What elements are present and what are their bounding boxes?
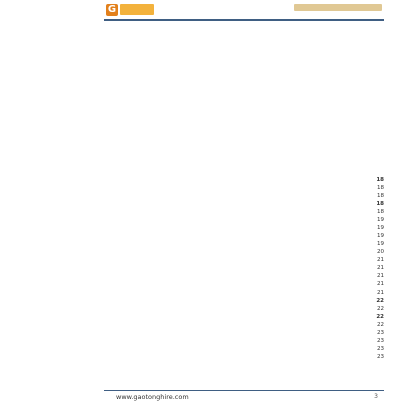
toc-entry[interactable] [114, 232, 384, 240]
toc-entry[interactable] [114, 329, 384, 337]
toc-entry[interactable] [114, 184, 384, 192]
toc-page-number: 22 [376, 297, 384, 304]
toc-entry[interactable] [114, 152, 384, 160]
page-footer [104, 390, 384, 404]
toc-page-number: 23 [377, 353, 384, 360]
toc-page-number: 20 [377, 249, 384, 256]
table-of-contents [114, 31, 384, 361]
toc-entry[interactable] [114, 103, 384, 111]
toc-entry[interactable] [114, 120, 384, 128]
toc-entry[interactable] [114, 79, 384, 87]
toc-entry[interactable] [114, 321, 384, 329]
toc-entry[interactable] [114, 55, 384, 63]
toc-page-number: 18 [376, 201, 384, 207]
footer-url: www.gaotonghire.com [116, 393, 189, 401]
toc-page-number: 22 [377, 305, 384, 312]
toc-page-number: 18 [376, 176, 384, 183]
toc-entry[interactable] [114, 128, 384, 136]
toc-section-heading[interactable] [114, 313, 384, 321]
toc-page-number: 19 [377, 241, 384, 248]
toc-entry[interactable] [114, 353, 384, 361]
toc-entry[interactable] [114, 240, 384, 248]
toc-entry[interactable] [114, 305, 384, 313]
footer-divider [104, 390, 384, 391]
logo [106, 3, 154, 16]
toc-entry[interactable] [114, 208, 384, 216]
toc-page-number: 21 [377, 289, 384, 296]
toc-entry[interactable] [114, 224, 384, 232]
toc-page-number: 21 [377, 257, 384, 264]
toc-entry[interactable] [114, 136, 384, 144]
toc-page-number: 21 [377, 281, 384, 288]
toc-entry[interactable] [114, 289, 384, 297]
page-number: 3 [374, 393, 378, 400]
toc-page-number: 18 [377, 192, 384, 199]
toc-page-number: 22 [377, 321, 384, 328]
toc-entry[interactable] [114, 272, 384, 280]
toc-page-number: 19 [377, 233, 384, 240]
toc-entry[interactable] [114, 345, 384, 353]
toc-entry[interactable] [114, 63, 384, 71]
toc-entry[interactable] [114, 160, 384, 168]
toc-entry[interactable] [114, 216, 384, 224]
toc-entry[interactable] [114, 280, 384, 288]
logo-icon: G [107, 3, 117, 15]
toc-page-number: 23 [377, 337, 384, 344]
toc-entry[interactable] [114, 337, 384, 345]
toc-entry[interactable] [114, 192, 384, 200]
toc-page-number: 18 [377, 209, 384, 216]
report-title [294, 4, 382, 11]
toc-page-number: 23 [377, 345, 384, 352]
toc-section-heading[interactable] [114, 87, 384, 95]
logo-wordmark [120, 4, 154, 15]
toc-entry[interactable] [114, 31, 384, 39]
toc-section-heading[interactable] [114, 176, 384, 184]
toc-entry[interactable] [114, 248, 384, 256]
toc-entry[interactable] [114, 256, 384, 264]
page-header [0, 0, 400, 22]
toc-section-heading[interactable] [114, 297, 384, 305]
toc-entry[interactable] [114, 111, 384, 119]
toc-page-number: 22 [376, 313, 384, 320]
header-divider [104, 19, 384, 21]
toc-entry[interactable] [114, 47, 384, 55]
toc-section-heading[interactable] [114, 200, 384, 208]
toc-page-number: 18 [377, 184, 384, 191]
toc-page-number: 19 [377, 225, 384, 232]
toc-page-number: 23 [377, 329, 384, 336]
toc-page-number: 21 [377, 273, 384, 280]
toc-entry[interactable] [114, 264, 384, 272]
toc-entry[interactable] [114, 71, 384, 79]
toc-page-number: 21 [377, 265, 384, 272]
toc-entry[interactable] [114, 144, 384, 152]
toc-entry[interactable] [114, 168, 384, 176]
toc-entry[interactable] [114, 39, 384, 47]
toc-entry[interactable] [114, 95, 384, 103]
toc-page-number: 19 [377, 217, 384, 224]
